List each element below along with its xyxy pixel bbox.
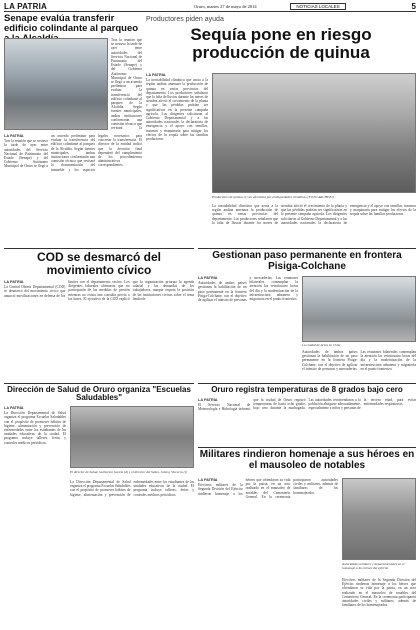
quinua-field-photo: [212, 73, 416, 193]
direccion-headline: Dirección de Salud de Oruro organiza "Escuelas Saludables": [7, 385, 191, 403]
senape-building-photo: [4, 38, 108, 130]
newspaper-name: LA PATRIA: [4, 2, 47, 11]
oruro-headline: Oruro registra temperaturas de 8 grados bajo cero: [211, 385, 403, 394]
divider: [4, 383, 194, 384]
quinua-kicker: Productores piden ayuda: [146, 16, 224, 23]
pisiga-photo-caption: La ciudad de Arica en Chile: [302, 343, 341, 347]
cod-headline: COD se desmarcó del movimiento cívico: [36, 250, 162, 277]
direccion-body-right: La Dirección Departamental de Salud organiza el programa Escuelas Saludables con el propósito de promover hábitos de higiene, alimentación y prevención de enfermedades entre los estudiantes de las unidades educativas de la ciudad. El programa incluye talleres, ferias y controles médicos periódicos.: [70, 480, 194, 497]
senape-side-text: Tras la reunión que se sostuvo la tarde de ayer entre autoridades del Servicio Nacional de Patrimonio del Estado (Senape) y del Gobierno Autónomo Municipal de Oruro se llegó a un acuerdo preliminar para evaluar la transferencia del edificio colindante al parqueo de la Alcaldía. Según fuentes municipales, ambas instituciones conformarán una comisión técnica que revisará la: [111, 38, 142, 130]
issue-date: Oruro, martes 27 de mayo de 2014: [194, 4, 257, 9]
quinua-photo-caption: Productores de quinua se ven afectados por ambiguedades climáticas (FOTO ARCHIVO): [212, 195, 334, 199]
divider: [4, 248, 194, 249]
militares-headline: Militares rindieron homenaje a sus héroes en el mausoleo de notables: [199, 449, 415, 471]
masthead: [4, 2, 416, 12]
quinua-body-right: La inestabilidad climática que azota a la región andina amenaza la producción de quinua en varias provincias del departamento. Los productores señalaron que la falta de lluvias durante los meses de siembra afectó el crecimiento de la planta y que las pérdidas podrían ser significativas en la presente campaña agrícola. Los dirigentes solicitaron al Gobierno Departamental y a las autoridades nacionales la declaratoria de emergencia y el apoyo con semillas, insumos y maquinaria para mitigar los efectos de la sequía sobre las familias productoras.: [212, 204, 416, 225]
senape-headline: Senape evalúa transferir edificio colindante al parqueo: [4, 13, 139, 34]
direccion-photo-caption: El director de Salud, Guillermo García (d) y el director del Sedes, Johnny Viscarra (i): [70, 470, 187, 474]
militares-photo-caption: Autoridades militares y departamentales en el homenaje a los héroes del ejército: [342, 562, 405, 570]
divider: [198, 447, 416, 448]
oruro-body: LA PATRIA El Servicio Nacional de Meteorología e Hidrología informó que la ciudad de Oruro registró temperaturas de hasta ocho grados bajo cero durante la madrugada. Las autoridades recomendaron a la población abrigarse adecuadamente, especialmente a niños y personas de la tercera edad, para evitar enfermedades respiratorias.: [198, 398, 416, 412]
pisiga-body-right: Autoridades de ambos países gestionan la habilitación de un paso permanente en la frontera Pisiga-Colchane, con el objetivo de agilizar el tránsito de personas y mercaderías. Las reuniones bilaterales contemplan la atención las veinticuatro horas del día y la modernización de la infraestructura aduanera y migratoria en el punto fronterizo.: [302, 350, 416, 371]
military-ceremony-photo: [342, 478, 416, 560]
senape-body: LA PATRIA Tras la reunión que se sostuvo la tarde de ayer entre autoridades del Servicio Nacional de Patrimonio del Estado (Senape) y del Gobierno Autónomo Municipal de Oruro se llegó a un acuerdo preliminar para evaluar la transferencia del edificio colindante al parqueo de la Alcaldía. Según fuentes municipales, ambas instituciones conformarán una comisión técnica que revisará la documentación del inmueble y los aspectos legales necesarios para concretar la transferencia. El director de la entidad indicó que la decisión final dependerá del cumplimiento de los procedimientos administrativos correspondientes.: [4, 134, 142, 172]
quinua-headline: Sequía pone en riesgo producción de quinua: [190, 25, 372, 62]
divider: [198, 383, 416, 384]
section-label: NOTICIAS LOCALES: [290, 3, 346, 10]
militares-body-right: Efectivos militares de la Segunda División del Ejército rindieron homenaje a los héroes que ofrendaron su vida por la patria, en un acto realizado en el mausoleo de notables del Cementerio General. En la ceremonia participaron autoridades civiles y militares, además de familiares de los homenajeados.: [342, 578, 416, 608]
health-officials-photo: [70, 406, 194, 468]
pisiga-headline: Gestionan paso permanente en frontera Pisiga-Colchane: [212, 250, 402, 272]
divider: [198, 248, 416, 249]
militares-body: LA PATRIA Efectivos militares de la Segunda División del Ejército rindieron homenaje a los héroes que ofrendaron su vida por la patria, en un acto realizado en el mausoleo de notables del Cementerio General. En la ceremonia participaron autoridades civiles y militares, además de familiares de los homenajeados.: [198, 478, 338, 499]
cod-body: LA PATRIA La Central Obrera Departamental (COD) se desmarcó del movimiento cívico que anunció movilizaciones en defensa de los límites con el departamento vecino. Los dirigentes laborales afirmaron que no participarán de las medidas de presión mientras no exista una consulta previa a las bases. El ejecutivo de la COD explicó que la organización prioriza la agenda salarial y las demandas de los trabajadores, aunque respeta la posición de las instituciones cívicas sobre el tema limítrofe.: [4, 280, 194, 301]
arica-city-photo: [302, 276, 416, 342]
direccion-body-left: LA PATRIA La Dirección Departamental de Salud organiza el programa Escuelas Saludables con el propósito de promover hábitos de higiene, alimentación y prevención de enfermedades entre los estudiantes de las unidades educativas de la ciudad. El programa incluye talleres, ferias y controles médicos periódicos.: [4, 406, 66, 445]
page-number: 5: [411, 2, 416, 11]
quinua-body-left: LA PATRIA La inestabilidad climática que azota a la región andina amenaza la producción de quinua en varias provincias del departamento. Los productores señalaron que la falta de lluvias durante los meses de siembra afectó el crecimiento de la planta y que las pérdidas podrían ser significativas en la presente campaña agrícola. Los dirigentes solicitaron al Gobierno Departamental y a las autoridades nacionales la declaratoria de emergencia y el apoyo con semillas, insumos y maquinaria para mitigar los efectos de la sequía sobre las familias productoras.: [146, 73, 208, 142]
pisiga-body: LA PATRIA Autoridades de ambos países gestionan la habilitación de un paso permanente en la frontera Pisiga-Colchane, con el objetivo de agilizar el tránsito de personas y mercaderías. Las reuniones bilaterales contemplan la atención las veinticuatro horas del día y la modernización de la infraestructura aduanera y migratoria en el punto fronterizo.: [198, 276, 298, 303]
